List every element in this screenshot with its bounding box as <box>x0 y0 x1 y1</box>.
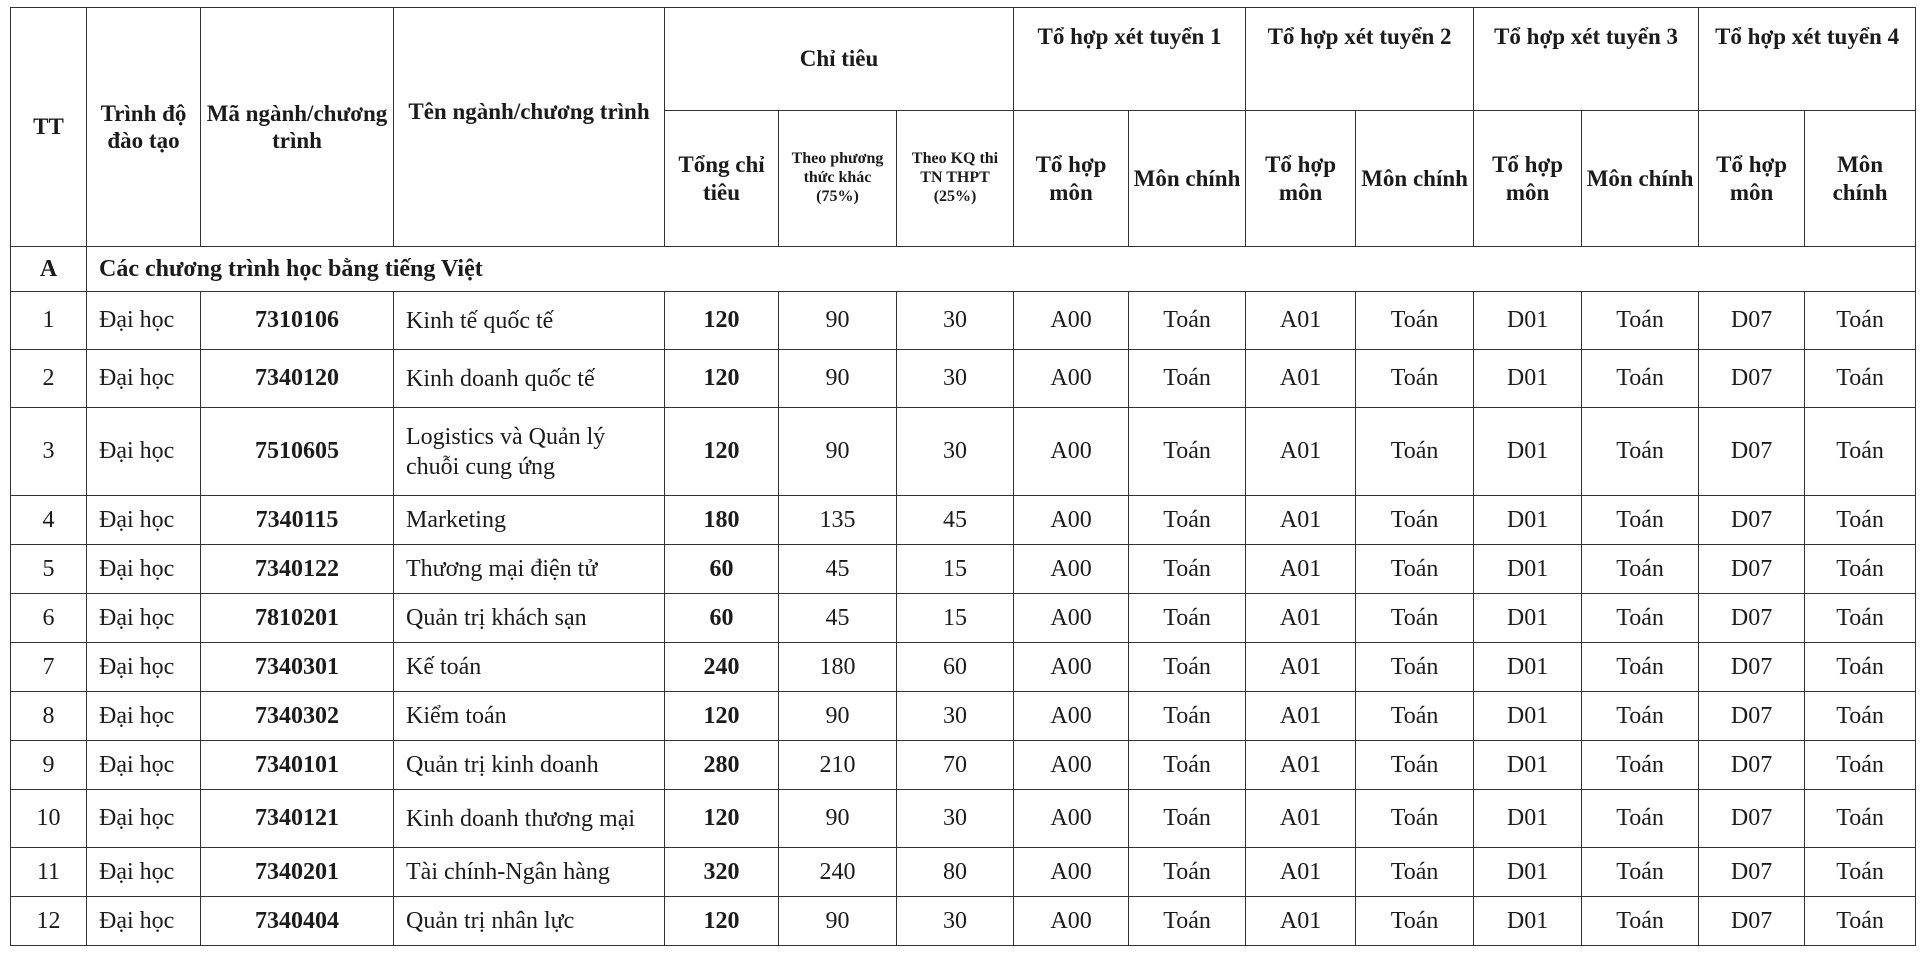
cell-name: Quản trị khách sạn <box>394 594 665 643</box>
cell-code: 7340101 <box>201 741 394 790</box>
cell-code: 7510605 <box>201 408 394 496</box>
cell-main-1: Toán <box>1129 408 1246 496</box>
cell-name: Thương mại điện tử <box>394 545 665 594</box>
header-quota-total: Tổng chỉ tiêu <box>665 111 779 247</box>
cell-level: Đại học <box>87 897 201 946</box>
cell-combo-3: D01 <box>1474 741 1582 790</box>
cell-combo-4: D07 <box>1699 741 1805 790</box>
cell-tt: 6 <box>11 594 87 643</box>
header-level: Trình độ đào tạo <box>87 8 201 247</box>
cell-main-1: Toán <box>1129 350 1246 408</box>
cell-main-2: Toán <box>1356 545 1474 594</box>
cell-main-4: Toán <box>1805 741 1916 790</box>
cell-combo-4: D07 <box>1699 350 1805 408</box>
cell-level: Đại học <box>87 292 201 350</box>
cell-main-2: Toán <box>1356 897 1474 946</box>
cell-combo-4: D07 <box>1699 692 1805 741</box>
table-row <box>11 594 1916 643</box>
cell-tt: 1 <box>11 292 87 350</box>
cell-main-3: Toán <box>1582 496 1699 545</box>
cell-combo-2: A01 <box>1246 292 1356 350</box>
cell-code: 7340121 <box>201 790 394 848</box>
header-group-1-main: Môn chính <box>1129 111 1246 247</box>
cell-combo-4: D07 <box>1699 408 1805 496</box>
cell-quota-exam: 30 <box>897 692 1014 741</box>
cell-main-2: Toán <box>1356 350 1474 408</box>
header-group-2-combo: Tổ hợp môn <box>1246 111 1356 247</box>
cell-quota-other: 90 <box>779 897 897 946</box>
cell-level: Đại học <box>87 408 201 496</box>
header-group-4-combo: Tổ hợp môn <box>1699 111 1805 247</box>
header-group-4-main: Môn chính <box>1805 111 1916 247</box>
section-title: Các chương trình học bằng tiếng Việt <box>87 247 1916 292</box>
cell-combo-2: A01 <box>1246 643 1356 692</box>
cell-name: Tài chính-Ngân hàng <box>394 848 665 897</box>
header-name: Tên ngành/chương trình <box>394 8 665 247</box>
cell-combo-2: A01 <box>1246 897 1356 946</box>
cell-quota-other: 45 <box>779 594 897 643</box>
cell-level: Đại học <box>87 848 201 897</box>
cell-main-2: Toán <box>1356 741 1474 790</box>
header-row-1 <box>11 8 1916 111</box>
cell-tt: 11 <box>11 848 87 897</box>
cell-combo-1: A00 <box>1014 496 1129 545</box>
cell-combo-2: A01 <box>1246 848 1356 897</box>
table-row <box>11 292 1916 350</box>
header-group-2: Tổ hợp xét tuyển 2 <box>1246 8 1474 111</box>
cell-level: Đại học <box>87 496 201 545</box>
cell-combo-1: A00 <box>1014 848 1129 897</box>
cell-main-2: Toán <box>1356 643 1474 692</box>
admissions-table-sheet <box>10 7 1916 946</box>
cell-main-1: Toán <box>1129 692 1246 741</box>
cell-quota-other: 240 <box>779 848 897 897</box>
cell-code: 7340120 <box>201 350 394 408</box>
cell-tt: 2 <box>11 350 87 408</box>
cell-combo-1: A00 <box>1014 545 1129 594</box>
cell-level: Đại học <box>87 643 201 692</box>
cell-total: 60 <box>665 594 779 643</box>
cell-combo-3: D01 <box>1474 790 1582 848</box>
cell-tt: 3 <box>11 408 87 496</box>
cell-total: 120 <box>665 897 779 946</box>
cell-name: Kinh doanh thương mại <box>394 790 665 848</box>
header-group-3: Tổ hợp xét tuyển 3 <box>1474 8 1699 111</box>
cell-quota-exam: 70 <box>897 741 1014 790</box>
cell-main-1: Toán <box>1129 643 1246 692</box>
cell-name: Kinh tế quốc tế <box>394 292 665 350</box>
cell-quota-other: 90 <box>779 292 897 350</box>
cell-tt: 12 <box>11 897 87 946</box>
cell-main-4: Toán <box>1805 350 1916 408</box>
cell-combo-4: D07 <box>1699 292 1805 350</box>
cell-quota-other: 135 <box>779 496 897 545</box>
cell-main-3: Toán <box>1582 408 1699 496</box>
cell-main-4: Toán <box>1805 643 1916 692</box>
table-row <box>11 741 1916 790</box>
cell-main-4: Toán <box>1805 692 1916 741</box>
cell-code: 7340302 <box>201 692 394 741</box>
cell-main-1: Toán <box>1129 741 1246 790</box>
cell-total: 120 <box>665 790 779 848</box>
cell-quota-exam: 15 <box>897 545 1014 594</box>
cell-combo-4: D07 <box>1699 496 1805 545</box>
cell-main-1: Toán <box>1129 292 1246 350</box>
cell-combo-4: D07 <box>1699 790 1805 848</box>
cell-combo-4: D07 <box>1699 545 1805 594</box>
cell-level: Đại học <box>87 545 201 594</box>
cell-level: Đại học <box>87 692 201 741</box>
cell-tt: 5 <box>11 545 87 594</box>
cell-quota-exam: 30 <box>897 350 1014 408</box>
table-row <box>11 848 1916 897</box>
cell-main-1: Toán <box>1129 594 1246 643</box>
table-row <box>11 692 1916 741</box>
cell-combo-3: D01 <box>1474 292 1582 350</box>
cell-quota-exam: 30 <box>897 292 1014 350</box>
cell-code: 7810201 <box>201 594 394 643</box>
table-row <box>11 643 1916 692</box>
cell-combo-3: D01 <box>1474 408 1582 496</box>
header-quota-other: Theo phương thức khác (75%) <box>779 111 897 247</box>
cell-quota-exam: 30 <box>897 408 1014 496</box>
table-row <box>11 897 1916 946</box>
cell-main-3: Toán <box>1582 897 1699 946</box>
cell-main-4: Toán <box>1805 408 1916 496</box>
cell-combo-2: A01 <box>1246 350 1356 408</box>
cell-name: Kế toán <box>394 643 665 692</box>
cell-main-4: Toán <box>1805 545 1916 594</box>
cell-combo-1: A00 <box>1014 643 1129 692</box>
cell-quota-exam: 15 <box>897 594 1014 643</box>
cell-quota-other: 90 <box>779 408 897 496</box>
cell-combo-4: D07 <box>1699 897 1805 946</box>
cell-main-4: Toán <box>1805 897 1916 946</box>
cell-main-4: Toán <box>1805 790 1916 848</box>
cell-main-3: Toán <box>1582 848 1699 897</box>
cell-combo-4: D07 <box>1699 848 1805 897</box>
header-group-1: Tổ hợp xét tuyển 1 <box>1014 8 1246 111</box>
cell-code: 7340201 <box>201 848 394 897</box>
cell-combo-2: A01 <box>1246 741 1356 790</box>
section-row <box>11 247 1916 292</box>
header-quota: Chỉ tiêu <box>665 8 1014 111</box>
cell-name: Kiểm toán <box>394 692 665 741</box>
cell-name: Logistics và Quản lý chuỗi cung ứng <box>394 408 665 496</box>
cell-total: 280 <box>665 741 779 790</box>
cell-quota-exam: 45 <box>897 496 1014 545</box>
cell-combo-1: A00 <box>1014 897 1129 946</box>
header-group-3-combo: Tổ hợp môn <box>1474 111 1582 247</box>
cell-quota-other: 45 <box>779 545 897 594</box>
cell-code: 7340122 <box>201 545 394 594</box>
cell-code: 7340115 <box>201 496 394 545</box>
cell-combo-3: D01 <box>1474 545 1582 594</box>
cell-combo-3: D01 <box>1474 643 1582 692</box>
cell-name: Quản trị kinh doanh <box>394 741 665 790</box>
cell-level: Đại học <box>87 790 201 848</box>
cell-main-3: Toán <box>1582 643 1699 692</box>
cell-total: 120 <box>665 692 779 741</box>
cell-level: Đại học <box>87 741 201 790</box>
cell-main-2: Toán <box>1356 292 1474 350</box>
cell-combo-4: D07 <box>1699 594 1805 643</box>
cell-tt: 8 <box>11 692 87 741</box>
cell-combo-2: A01 <box>1246 594 1356 643</box>
header-group-4: Tổ hợp xét tuyển 4 <box>1699 8 1916 111</box>
cell-code: 7340404 <box>201 897 394 946</box>
cell-main-4: Toán <box>1805 292 1916 350</box>
cell-combo-4: D07 <box>1699 643 1805 692</box>
cell-code: 7310106 <box>201 292 394 350</box>
header-tt: TT <box>11 8 87 247</box>
cell-quota-other: 180 <box>779 643 897 692</box>
table-row <box>11 408 1916 496</box>
table-body <box>11 247 1916 946</box>
cell-total: 180 <box>665 496 779 545</box>
cell-combo-1: A00 <box>1014 741 1129 790</box>
cell-main-1: Toán <box>1129 790 1246 848</box>
cell-main-3: Toán <box>1582 692 1699 741</box>
cell-combo-3: D01 <box>1474 692 1582 741</box>
cell-main-1: Toán <box>1129 545 1246 594</box>
cell-level: Đại học <box>87 350 201 408</box>
cell-total: 240 <box>665 643 779 692</box>
cell-combo-3: D01 <box>1474 897 1582 946</box>
cell-code: 7340301 <box>201 643 394 692</box>
cell-combo-2: A01 <box>1246 408 1356 496</box>
cell-quota-exam: 80 <box>897 848 1014 897</box>
cell-main-1: Toán <box>1129 897 1246 946</box>
cell-combo-3: D01 <box>1474 848 1582 897</box>
cell-combo-1: A00 <box>1014 292 1129 350</box>
cell-main-3: Toán <box>1582 790 1699 848</box>
cell-name: Marketing <box>394 496 665 545</box>
cell-combo-2: A01 <box>1246 496 1356 545</box>
header-group-1-combo: Tổ hợp môn <box>1014 111 1129 247</box>
cell-tt: 7 <box>11 643 87 692</box>
cell-name: Kinh doanh quốc tế <box>394 350 665 408</box>
cell-tt: 10 <box>11 790 87 848</box>
cell-main-2: Toán <box>1356 692 1474 741</box>
cell-name: Quản trị nhân lực <box>394 897 665 946</box>
table-row <box>11 790 1916 848</box>
cell-total: 60 <box>665 545 779 594</box>
cell-level: Đại học <box>87 594 201 643</box>
cell-combo-2: A01 <box>1246 790 1356 848</box>
cell-combo-2: A01 <box>1246 692 1356 741</box>
cell-main-3: Toán <box>1582 594 1699 643</box>
table-row <box>11 545 1916 594</box>
cell-combo-3: D01 <box>1474 496 1582 545</box>
section-id: A <box>11 247 87 292</box>
cell-main-3: Toán <box>1582 545 1699 594</box>
cell-total: 120 <box>665 408 779 496</box>
header-code: Mã ngành/chương trình <box>201 8 394 247</box>
cell-quota-other: 90 <box>779 350 897 408</box>
cell-quota-other: 90 <box>779 692 897 741</box>
cell-quota-other: 90 <box>779 790 897 848</box>
cell-main-4: Toán <box>1805 496 1916 545</box>
cell-quota-exam: 30 <box>897 790 1014 848</box>
cell-tt: 4 <box>11 496 87 545</box>
cell-combo-3: D01 <box>1474 594 1582 643</box>
table-row <box>11 496 1916 545</box>
cell-total: 120 <box>665 292 779 350</box>
cell-main-3: Toán <box>1582 292 1699 350</box>
cell-main-2: Toán <box>1356 848 1474 897</box>
cell-total: 120 <box>665 350 779 408</box>
admissions-table <box>10 7 1916 946</box>
header-group-2-main: Môn chính <box>1356 111 1474 247</box>
cell-main-4: Toán <box>1805 848 1916 897</box>
cell-quota-exam: 30 <box>897 897 1014 946</box>
cell-main-2: Toán <box>1356 790 1474 848</box>
cell-combo-2: A01 <box>1246 545 1356 594</box>
cell-main-1: Toán <box>1129 848 1246 897</box>
cell-combo-1: A00 <box>1014 408 1129 496</box>
cell-main-3: Toán <box>1582 350 1699 408</box>
cell-main-2: Toán <box>1356 496 1474 545</box>
header-group-3-main: Môn chính <box>1582 111 1699 247</box>
cell-quota-exam: 60 <box>897 643 1014 692</box>
cell-main-4: Toán <box>1805 594 1916 643</box>
cell-total: 320 <box>665 848 779 897</box>
cell-combo-1: A00 <box>1014 594 1129 643</box>
cell-combo-1: A00 <box>1014 350 1129 408</box>
cell-main-2: Toán <box>1356 408 1474 496</box>
table-row <box>11 350 1916 408</box>
cell-main-3: Toán <box>1582 741 1699 790</box>
cell-combo-1: A00 <box>1014 790 1129 848</box>
header-quota-exam: Theo KQ thi TN THPT (25%) <box>897 111 1014 247</box>
cell-combo-1: A00 <box>1014 692 1129 741</box>
cell-tt: 9 <box>11 741 87 790</box>
cell-quota-other: 210 <box>779 741 897 790</box>
cell-main-2: Toán <box>1356 594 1474 643</box>
cell-combo-3: D01 <box>1474 350 1582 408</box>
cell-main-1: Toán <box>1129 496 1246 545</box>
